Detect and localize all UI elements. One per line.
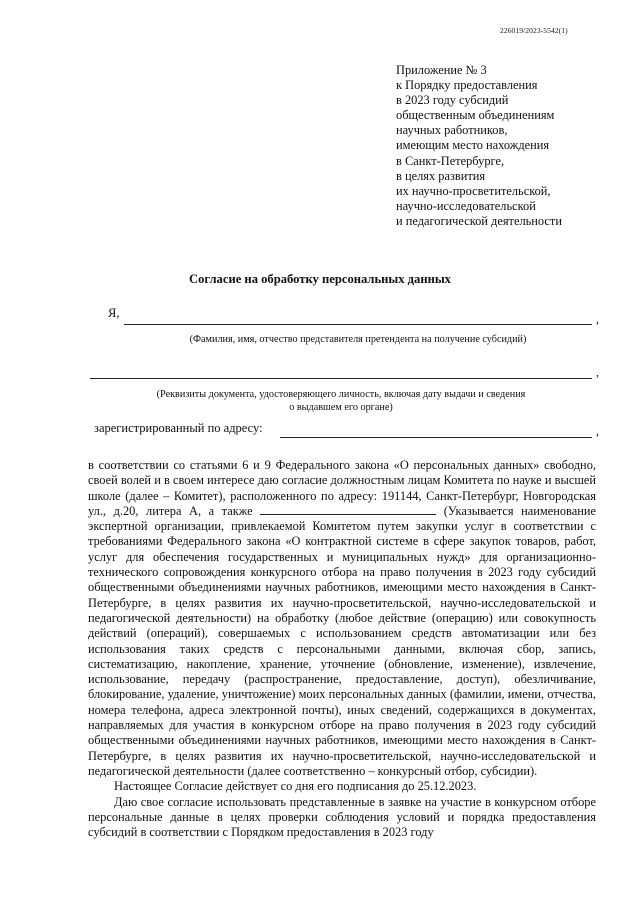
id-document-caption-line: (Реквизиты документа, удостоверяющего личность, включая дату выдачи и сведения	[156, 389, 526, 400]
appendix-line: к Порядку предоставления	[396, 78, 538, 93]
ya-label: Я,	[108, 306, 120, 320]
consent-paragraph-1-rest: (Указывается наименование экспертной организации, привлекаемой Комитетом путем закупки услуг в соответствии с требованиями Федерального закона «О контрактной системе в сфере закупок товаров, работ, услуг для обеспечения государственных и муниципальных нужд» для организационно-технического сопровождения конкурсного отбора на право получения в 2023 году субсидий общественными объединениями научных работников, имеющими место нахождения в Санкт-Петербурге, в целях развития их научно-просветительской, научно-исследовательской и педагогической деятельности) на обработку (любое действие (операцию) или совокупность действий (операций), совершаемых с использованием средств автоматизации или без использования таких средств с персональными данными, включая сбор, запись, систематизацию, накопление, хранение, уточнение (обновление, изменение), извлечение, использование, передачу (распространение, предоставление, доступ), обезличивание, блокирование, удаление, уничтожение) моих персональных данных (фамилии, имени, отчества, номера телефона, адреса электронной почты), иных сведений, содержащихся в документах, направляемых для участия в конкурсном отборе на право получения в 2023 году субсидий общественными объединениями научных работников, имеющими место нахождения в Санкт-Петербурге, в целях развития их научно-просветительской, научно-исследовательской и педагогической деятельности (далее соответственно – конкурсный отбор, субсидии).	[88, 503, 596, 778]
consent-paragraph-1	[88, 458, 596, 779]
appendix-line: и педагогической деятельности	[396, 213, 562, 228]
consent-paragraph-2: Настоящее Согласие действует со дня его подписания до 25.12.2023.	[114, 779, 477, 794]
id-document-caption	[90, 389, 592, 415]
appendix-line: в Санкт-Петербурге,	[396, 153, 505, 168]
fio-caption: (Фамилия, имя, отчество представителя претендента на получение субсидий)	[189, 334, 527, 345]
appendix-line: в 2023 году субсидий	[396, 93, 509, 108]
appendix-line: научно-исследовательской	[396, 198, 536, 213]
id-document-comma: ,	[596, 365, 599, 379]
consent-paragraph-3: Даю свое согласие использовать представленные в заявке на участие в конкурсном отборе персональные данные в целях проверки соблюдения условий и порядка предоставления субсидий в соответствии с Порядком предоставления в 2023 году	[88, 794, 596, 840]
appendix-line: имеющим место нахождения	[396, 138, 550, 153]
document-title: Согласие на обработку персональных данных	[189, 272, 451, 286]
fio-comma: ,	[596, 312, 599, 326]
id-document-caption-line: о выдавшем его органе)	[289, 401, 393, 413]
page-bottom-fade	[0, 892, 640, 905]
registered-address-label: зарегистрированный по адресу:	[94, 421, 263, 435]
address-comma: ,	[596, 424, 599, 438]
appendix-line: Приложение № 3	[396, 63, 487, 77]
address-input-line[interactable]	[280, 437, 592, 438]
appendix-line: научных работников,	[396, 123, 508, 138]
expert-organization-blank[interactable]	[260, 504, 436, 515]
appendix-block	[396, 63, 631, 229]
document-number: 226019/2023-5542(1)	[500, 26, 568, 35]
appendix-line: в целях развития	[396, 168, 486, 183]
appendix-line: общественным объединениям	[396, 108, 555, 123]
consent-paragraph-1-start: в соответствии со статьями 6 и 9 Федерального закона «О персональных данных» свободно, своей волей и в своем интересе даю согласие должностным лицам Комитета по науке и высшей школе (далее – Комитет), расположенного по адресу: 191144, Санкт-Петербург, Новгородская ул., д.20, литера А, а также	[88, 458, 596, 518]
appendix-line: их научно-просветительской,	[396, 183, 551, 198]
id-document-input-line[interactable]	[90, 378, 592, 379]
fio-input-line[interactable]	[124, 324, 592, 325]
consent-body	[88, 458, 596, 840]
